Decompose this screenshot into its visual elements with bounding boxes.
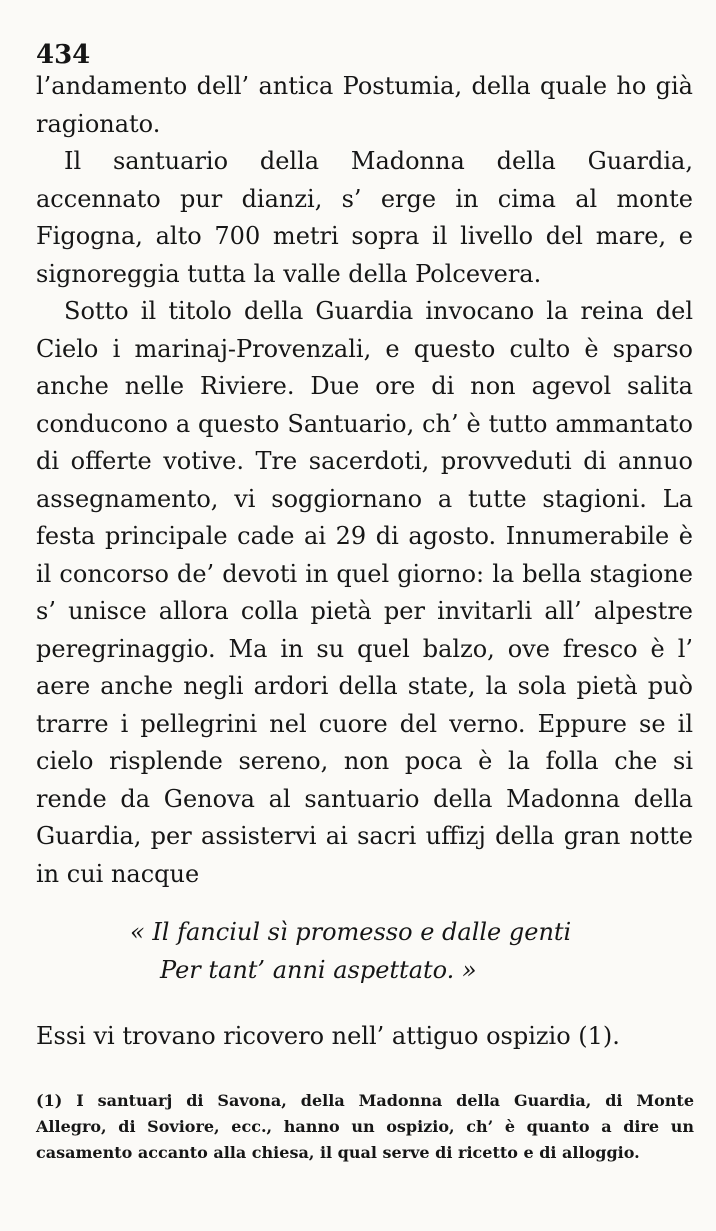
closing-sentence: Essi vi trovano ricovero nell’ attiguo ospizio (1).	[36, 1022, 620, 1050]
body-text	[36, 68, 693, 893]
paragraph-guardia: Sotto il titolo della Guardia invocano la reina del Cielo i marinaj-Provenzali, e questo culto è sparso anche nelle Riviere. Due ore di non agevol salita conducono a questo Santuario, ch’ è tutto ammantato di offerte votive. Tre sacerdoti, provveduti di annuo assegnamento, vi soggiornano a tutte stagioni. La festa principale cade ai 29 di agosto. Innumerabile è il concorso de’ devoti in quel giorno: la bella stagione s’ unisce allora colla pietà per invitarli all’ alpestre peregrinaggio. Ma in su quel balzo, ove fresco è l’ aere anche negli ardori della state, la sola pietà può trarre i pellegrini nel cuore del verno. Eppure se il cielo risplende sereno, non poca è la folla che si rende da Genova al santuario della Madonna della Guardia, per assistervi ai sacri uffizj della gran notte in cui nacque	[36, 297, 693, 888]
book-page	[36, 40, 693, 1055]
footnote-line-1: (1) I santuarj di Savona, della Madonna della Guardia, di Monte	[36, 1091, 694, 1110]
verse-line-1: « Il fanciul sì promesso e dalle genti	[130, 918, 572, 946]
page-number: 434	[36, 40, 91, 70]
verse-line-2: Per tant’ anni aspettato. »	[160, 956, 477, 984]
paragraph-continuation: l’andamento dell’ antica Postumia, della quale ho già ragionato.	[36, 72, 693, 138]
paragraph-santuario: Il santuario della Madonna della Guardia, accennato pur dianzi, s’ erge in cima al monte Figogna, alto 700 metri sopra il livello del mare, e signoreggia tutta la valle della Polcevera.	[36, 147, 693, 288]
footnote	[36, 1088, 694, 1166]
footnote-line-3: casamento accanto alla chiesa, il qual serve di ricetto e di alloggio.	[36, 1143, 640, 1162]
footnote-line-2: Allegro, di Soviore, ecc., hanno un ospizio, ch’ è quanto a dire un	[36, 1117, 694, 1136]
verse-quote	[130, 913, 693, 989]
